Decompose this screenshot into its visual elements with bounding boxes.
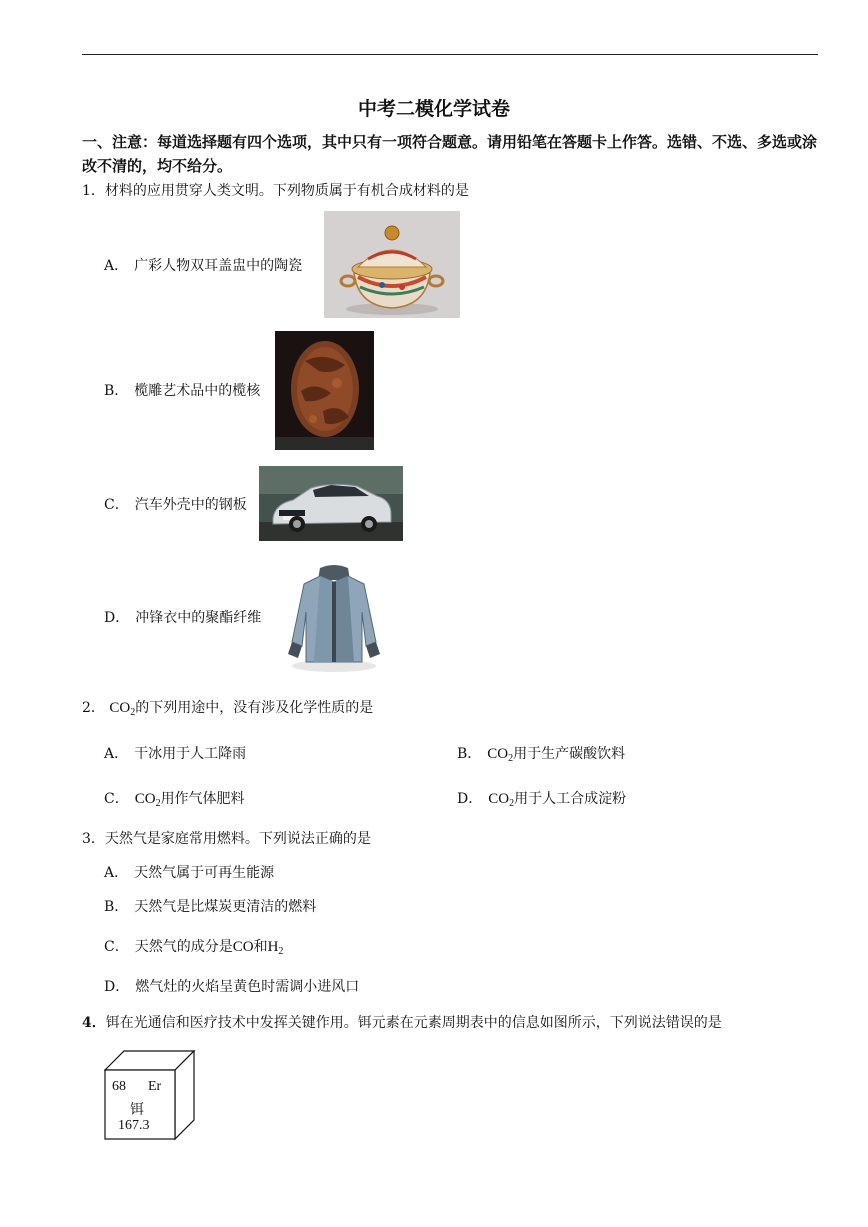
q2-option-a[interactable]: A． 干冰用于人工降雨 xyxy=(104,746,247,762)
question-stem: 材料的应用贯穿人类文明。下列物质属于有机合成材料的是 xyxy=(104,183,469,199)
car-image xyxy=(259,466,403,541)
q3-option-c[interactable]: C． 天然气的成分是CO和$H_2$ xyxy=(104,939,284,957)
co2-formula: $CO_2$ xyxy=(487,746,514,764)
q3-option-b[interactable]: B． 天然气是比煤炭更清洁的燃料 xyxy=(104,899,317,915)
q3-option-a[interactable]: A． 天然气属于可再生能源 xyxy=(104,865,275,881)
element-symbol: Er xyxy=(148,1079,162,1094)
question-2 xyxy=(82,698,373,718)
header-rule xyxy=(82,54,818,55)
co2-formula: $CO_2$ xyxy=(109,700,136,718)
question-3 xyxy=(82,829,371,849)
question-4 xyxy=(82,1013,722,1033)
atomic-number: 68 xyxy=(112,1079,126,1094)
exam-title: 中考二模化学试卷 xyxy=(357,98,510,120)
question-stem: 的下列用途中，没有涉及化学性质的是 xyxy=(135,700,374,716)
question-number: 2． xyxy=(82,700,105,716)
co2-formula: $CO_2$ xyxy=(134,791,161,809)
q3-option-d[interactable]: D． 燃气灶的火焰呈黄色时需调小进风口 xyxy=(104,979,360,995)
option-text: 汽车外壳中的钢板 xyxy=(134,497,247,513)
question-number: 1． xyxy=(82,183,105,199)
atomic-mass: 167.3 xyxy=(118,1118,150,1133)
option-label: A． xyxy=(104,258,129,274)
question-1 xyxy=(82,181,469,201)
q1-option-d[interactable] xyxy=(104,608,261,628)
co2-formula: $CO_2$ xyxy=(488,791,515,809)
jacket-image xyxy=(284,562,384,674)
olive-pit-carving-image xyxy=(275,331,374,450)
question-stem: 铒在光通信和医疗技术中发挥关键作用。铒元素在元素周期表中的信息如图所示，下列说法错误的是 xyxy=(105,1015,722,1031)
option-label: C． xyxy=(104,497,129,513)
q2-option-c[interactable]: C． $CO_2$用作气体肥料 xyxy=(104,791,245,809)
co-formula: CO xyxy=(232,939,254,955)
option-label: B． xyxy=(104,383,129,399)
q1-option-b[interactable] xyxy=(104,381,260,401)
element-card-erbium xyxy=(104,1050,196,1142)
q1-option-c[interactable] xyxy=(104,495,247,515)
option-label: D． xyxy=(104,610,130,626)
porcelain-tureen-image xyxy=(324,211,460,318)
option-text: 广彩人物双耳盖盅中的陶瓷 xyxy=(134,258,303,274)
section-notice: 一、注意：每道选择题有四个选项，其中只有一项符合题意。请用铅笔在答题卡上作答。选错、不选、多选或涂改不清的，均不给分。 xyxy=(82,133,818,175)
option-text: 冲锋衣中的聚酯纤维 xyxy=(135,610,262,626)
question-number: 3． xyxy=(82,831,105,847)
element-name: 铒 xyxy=(130,1102,144,1118)
question-number: 4． xyxy=(82,1015,106,1031)
q2-option-b[interactable]: B． $CO_2$用于生产碳酸饮料 xyxy=(457,746,626,764)
q2-option-d[interactable]: D． $CO_2$用于人工合成淀粉 xyxy=(457,791,627,809)
q1-option-a[interactable] xyxy=(104,256,302,276)
option-text: 榄雕艺术品中的榄核 xyxy=(134,383,261,399)
question-stem: 天然气是家庭常用燃料。下列说法正确的是 xyxy=(104,831,371,847)
h2-formula: $H_2$ xyxy=(267,939,284,957)
